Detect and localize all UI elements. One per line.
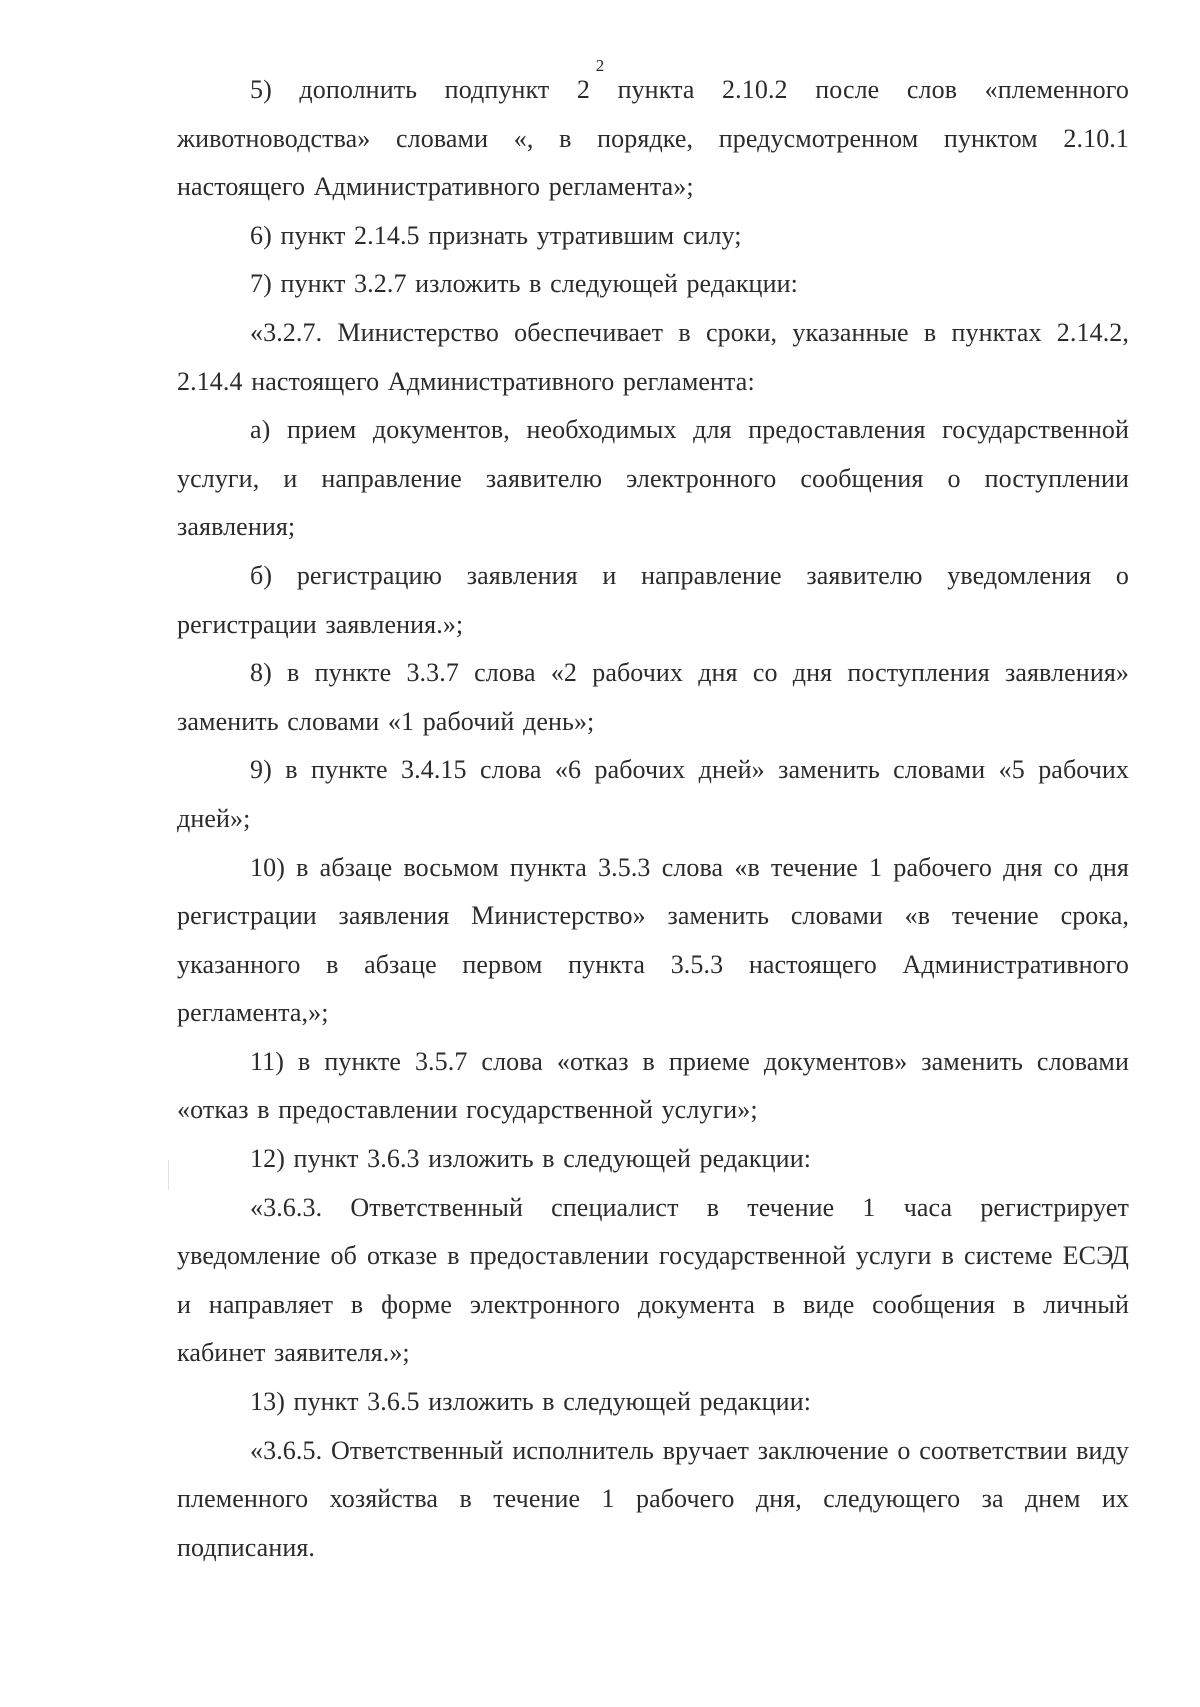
paragraph-item-9: 9) в пункте 3.4.15 слова «6 рабочих дней» заменить словами «5 рабочих дней»; (177, 755, 1129, 833)
paragraph-item-13: 13) пункт 3.6.5 изложить в следующей редакции: (250, 1387, 812, 1417)
paragraph-item-8: 8) в пункте 3.3.7 слова «2 рабочих дня со дня поступления заявления» заменить словами «1 рабочий день»; (177, 658, 1129, 736)
paragraph-item-10: 10) в абзаце восьмом пункта 3.5.3 слова «в течение 1 рабочего дня со дня регистрации заявления Министерство» заменить словами «в течение срока, указанного в абзаце первом пункта 3.5.3 настоящего Административного регламента,»; (177, 852, 1129, 1028)
page-number: 2 (595, 56, 605, 75)
paragraph-item-6: 6) пункт 2.14.5 признать утратившим силу; (250, 220, 742, 250)
paragraph-quote-3-6-5: «3.6.5. Ответственный исполнитель вручает заключение о соответствии виду племенного хозяйства в течение 1 рабочего дня, следующего за днем их подписания. (177, 1435, 1129, 1562)
paragraph-item-12: 12) пункт 3.6.3 изложить в следующей редакции: (250, 1144, 812, 1174)
scan-margin-mark (168, 1160, 169, 1190)
paragraph-item-7: 7) пункт 3.2.7 изложить в следующей редакции: (250, 269, 798, 299)
paragraph-item-11: 11) в пункте 3.5.7 слова «отказ в приеме документов» заменить словами «отказ в предоставлении государственной услуги»; (177, 1046, 1129, 1125)
paragraph-quote-3-6-3: «3.6.3. Ответственный специалист в течение 1 часа регистрирует уведомление об отказе в предоставлении государственной услуги в системе ЕСЭД и направляет в форме электронного документа в виде сообщения в личный кабинет заявителя.»; (177, 1192, 1129, 1368)
paragraph-subitem-b: б) регистрацию заявления и направление заявителю уведомления о регистрации заявления.»; (177, 560, 1129, 639)
document-body (177, 66, 1129, 1572)
paragraph-subitem-a: а) прием документов, необходимых для предоставления государственной услуги, и направление заявителю электронного сообщения о поступлении заявления; (177, 415, 1129, 542)
paragraph-item-5: 5) дополнить подпункт 2 пункта 2.10.2 после слов «племенного животноводства» словами «, в порядке, предусмотренном пунктом 2.10.1 настоящего Административного регламента»; (177, 75, 1129, 202)
paragraph-quote-3-2-7: «3.2.7. Министерство обеспечивает в сроки, указанные в пунктах 2.14.2, 2.14.4 настоящего Административного регламента: (177, 317, 1129, 396)
